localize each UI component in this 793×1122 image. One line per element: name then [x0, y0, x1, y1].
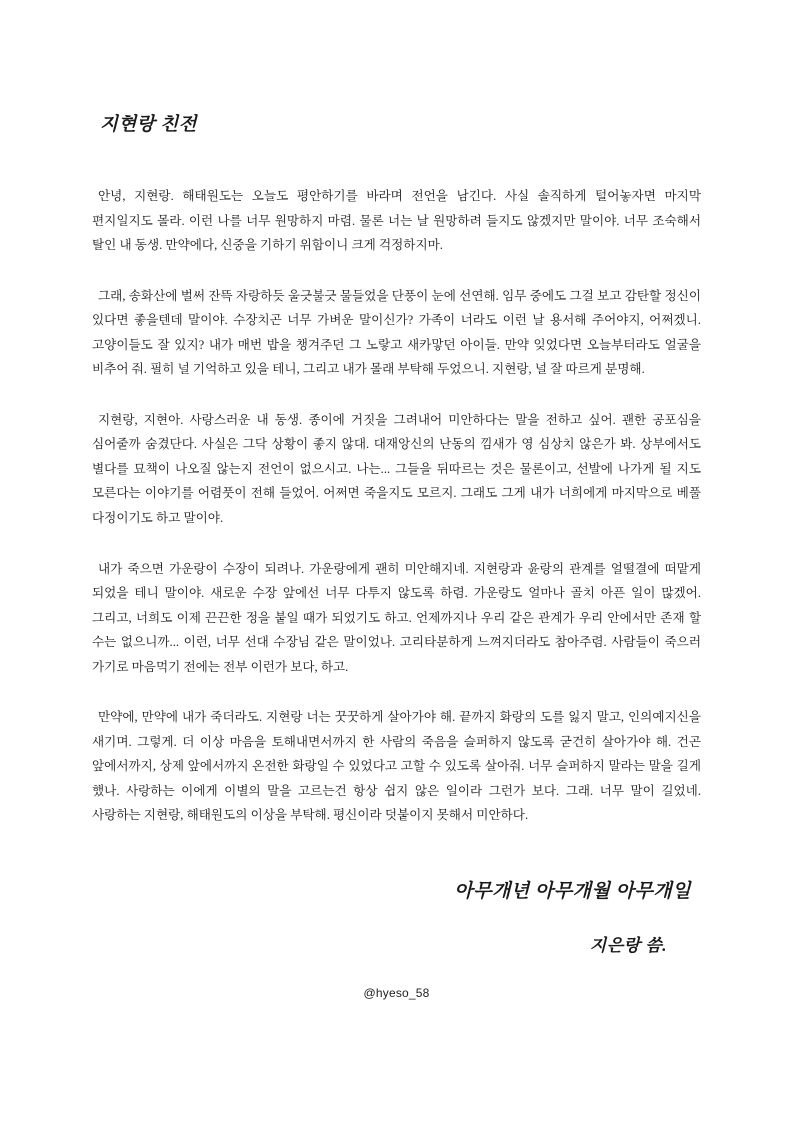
letter-paragraph: 그래, 송화산에 벌써 잔뜩 자랑하듯 울긋불긋 물들었을 단풍이 눈에 선연해. 임무 중에도 그걸 보고 감탄할 정신이 있다면 좋을텐데 말이야. 수장치곤 너무 가벼운 말이신가? 가족이 너라도 이런 날 용서해 주어야지, 어쩌겠니. 고양이들도 잘 있지? 내가 매번 밥을 챙겨주던 그 노랗고 새카맣던 아이들. 만약 잊었다면 오늘부터라도 얼굴을 비추어 줘. 필히 널 기억하고 있을 테니, 그리고 내가 몰래 부탁해 두었으니. 지현랑, 널 잘 따르게 분명해.	[92, 288, 701, 377]
signature-block	[92, 876, 701, 956]
letter-paragraph: 내가 죽으면 가운랑이 수장이 되려나. 가운랑에게 괜히 미안해지네. 지현랑과 윤랑의 관계를 얼떨결에 떠맡게 되었을 테니 말이야. 새로운 수장 앞에선 너무 다투지 않도록 하렴. 가운랑도 얼마나 골치 아픈 일이 많겠어. 그리고, 너희도 이제 끈끈한 정을 붙일 때가 되었기도 하고. 언제까지나 우리 같은 관계가 우리 안에서만 존재 할 수는 없으니까... 이런, 너무 선대 수장님 같은 말이었나. 고리타분하게 느껴지더라도 참아주렴. 사람들이 죽으러 가기로 마음먹기 전에는 전부 이런가 보다, 하고.	[92, 561, 701, 674]
author-handle: @hyeso_58	[363, 986, 430, 1001]
signature-date: 아무개년 아무개월 아무개일	[454, 881, 691, 903]
letter-title: 지현랑 친전	[100, 115, 197, 135]
letter-paragraph: 안녕, 지현랑. 해태원도는 오늘도 평안하기를 바라며 전언을 남긴다. 사실 솔직하게 털어놓자면 마지막 편지일지도 몰라. 이런 나를 너무 원망하지 마렴. 물론 너는 날 원망하려 들지도 않겠지만 말이야. 너무 조숙해서 탈인 내 동생. 만약에다, 신중을 기하기 위함이니 크게 걱정하지마.	[92, 189, 701, 253]
letter-paragraph: 지현랑, 지현아. 사랑스러운 내 동생. 종이에 거짓을 그려내어 미안하다는 말을 전하고 싶어. 괜한 공포심을 심어줄까 숨겼단다. 사실은 그닥 상황이 좋지 않대. 대재앙신의 난동의 낌새가 영 심상치 않은가 봐. 상부에서도 별다를 묘책이 나오질 않는지 전언이 없으시고. 나는... 그들을 뒤따르는 것은 물론이고, 선발에 나가게 될 지도 모른다는 이야기를 어렴풋이 전해 들었어. 어쩌면 죽을지도 모르지. 그래도 그게 내가 너희에게 마지막으로 베풀 다정이기도 하고 말이야.	[92, 412, 701, 526]
signature-name: 지은랑 씀.	[589, 936, 667, 956]
letter-paragraph: 만약에, 만약에 내가 죽더라도. 지현랑 너는 꿋꿋하게 살아가야 해. 끝까지 화랑의 도를 잃지 말고, 인의예지신을 새기며. 그렇게. 더 이상 마음을 토해내면서까지 한 사람의 죽음을 슬퍼하지 않도록 굳건히 살아가야 해. 건곤 앞에서까지, 상제 앞에서까지 온전한 화랑일 수 있었다고 고할 수 있도록 살아줘. 너무 슬퍼하지 말라는 말을 길게 했나. 사랑하는 이에게 이별의 말을 고르는건 항상 쉽지 않은 일이라 그런가 보다. 그래. 너무 말이 길었네. 사랑하는 지현랑, 해태원도의 이상을 부탁해. 평신이라 덧붙이지 못해서 미안하다.	[92, 710, 701, 823]
